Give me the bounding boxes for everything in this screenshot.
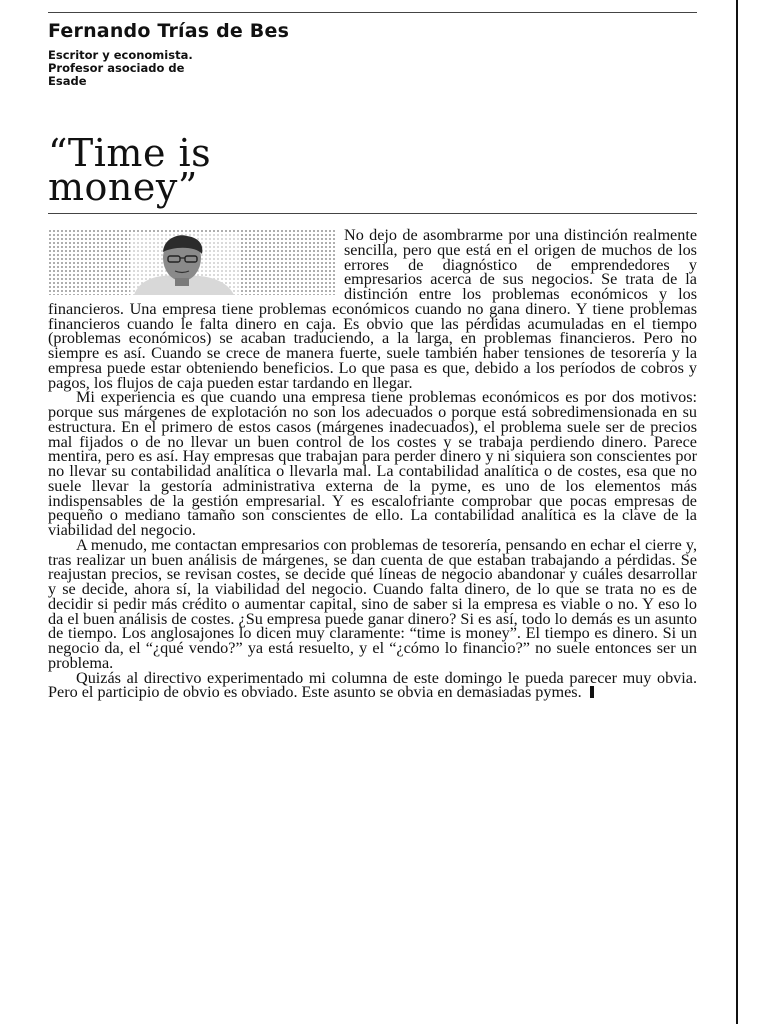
article-body — [48, 228, 697, 700]
bio-line: Esade — [48, 74, 87, 88]
title-line: “Time is — [48, 131, 212, 175]
title-line: money” — [48, 165, 198, 209]
portrait-photo-icon — [130, 232, 240, 295]
top-rule — [48, 12, 697, 13]
column-rule — [736, 0, 738, 1024]
author-name: Fernando Trías de Bes — [48, 20, 290, 42]
article-title — [48, 131, 212, 209]
title-rule — [48, 213, 697, 214]
author-portrait — [48, 229, 337, 295]
author-bio — [48, 49, 193, 88]
bio-line: Profesor asociado de — [48, 61, 185, 75]
end-mark-icon — [590, 686, 594, 698]
paragraph: A menudo, me contactan empresarios con problemas de tesorería, pensando en echar el cierre y, tras realizar un buen análisis de márgenes, se dan cuenta de que estaban trabajando a pérdidas. Se reajustan precios, se revisan costes, se decide qué líneas de negocio abandonar y cuáles desarrollar y se decide, ahora sí, la viabilidad del negocio. Cuando falta dinero, de lo que se trata no es de decidir si pedir más crédito o aumentar capital, sino de saber si la empresa es viable o no. Y eso lo da el buen análisis de costes. ¿Su empresa puede ganar dinero? Si es así, todo lo demás es un asunto de tiempo. Los anglosajones lo dicen muy claramente: “time is money”. El tiempo es dinero. Si un negocio da, el “¿qué vendo?” ya está resuelto, y el “¿cómo lo financio?” no suele entonces ser un problema. — [48, 535, 697, 672]
paragraph: Mi experiencia es que cuando una empresa tiene problemas económicos es por dos motivos: porque sus márgenes de explotación no son los adecuados o porque está sobredimensionada en su estructura. En el primero de estos casos (márgenes inadecuados), el problema suele ser de precios mal fijados o de no llevar un buen control de los costes y se trabaja perdiendo dinero. Parece mentira, pero es así. Hay empresas que trabajan para perder dinero y ni siquiera son conscientes por no llevar su contabilidad analítica o llevarla mal. La contabilidad analítica o de costes, esa que no suele llevar la gestoría administrativa externa de la pyme, es uno de los elementos más indispensables de la gestión empresarial. Y es escalofriante comprobar que pocas empresas de pequeño o mediano tamaño son conscientes de ello. La contabilidad analítica es la clave de la viabilidad del negocio. — [48, 388, 697, 539]
bio-line: Escritor y economista. — [48, 48, 193, 62]
paragraph: No dejo de asombrarme por una distinción realmente sencilla, pero que está en el origen de muchos de los errores de diagnóstico de emprendedores y empresarios acerca de sus negocios. Se trata de la distinción entre los problemas económicos y los financieros. Una empresa tiene problemas económicos cuando no gana dinero. Y tiene problemas financieros cuando le falta dinero en caja. Es obvio que las pérdidas acumuladas en el tiempo (problemas económicos) se acaban traduciendo, a la larga, en problemas financieros. Pero no siempre es así. Cuando se crece de manera fuerte, suele también haber tensiones de tesorería y la empresa puede estar obteniendo beneficios. Lo que pasa es que, debido a los períodos de cobros y pagos, los flujos de caja pueden estar tardando en llegar. — [48, 226, 697, 392]
last-paragraph-text: Quizás al directivo experimentado mi columna de este domingo le pueda parecer muy obvia. Pero el participio de obvio es obviado. Este asunto se obvia en demasiadas pymes. — [48, 668, 697, 702]
paragraph — [48, 668, 697, 702]
